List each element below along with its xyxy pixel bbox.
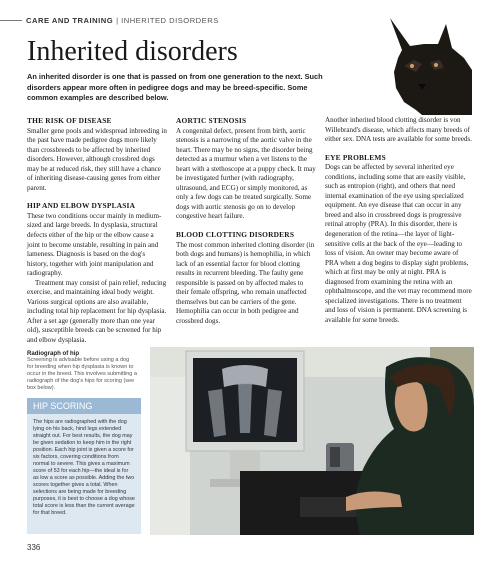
heading-hip-elbow-dysplasia: HIP AND ELBOW DYSPLASIA	[27, 201, 136, 211]
column-1	[27, 116, 167, 344]
photo-caption	[27, 350, 137, 392]
xray-spine	[238, 383, 252, 433]
paragraph-aortic-stenosis: A congenital defect, present from birth, aortic stenosis is a narrowing of the aortic valve in the heart. There may be no signs, the disorder being detected as a murmur when a vet listens to the heart with a stethoscope at a puppy check. It may be investigated further (with radiography, ultrasound, and ECG) or simply monitored, as only a few dogs can be treated surgically. Some dogs with aortic stenosis go on to develop congestive heart failure.	[176, 126, 316, 221]
dog-eye-left	[410, 64, 414, 68]
header-separator: |	[116, 15, 119, 25]
page-title: Inherited disorders	[27, 36, 238, 67]
heading-eye-problems: EYE PROBLEMS	[325, 152, 386, 162]
hip-scoring-text: The hips are radiographed with the dog lying on his back, hind legs extended straight out. For best results, the dog may be given sedation to keep him in the right position. Each hip joint is given a score for six factors, covering conditions from normal to severe. This gives a maximum score of 53 for each hip—the ideal is for as low a score as possible. Adding the two scores together gives a total. When selections are being made for breeding purposes, it is best to choose a dog whose total score is less than the current average for that breed.	[33, 419, 135, 516]
hip-scoring-box	[27, 398, 141, 534]
telephone	[326, 443, 354, 475]
dog-eye-right	[434, 63, 438, 67]
hip-scoring-title: HIP SCORING	[27, 398, 141, 414]
page-number: 336	[27, 543, 41, 552]
running-header	[0, 14, 220, 26]
header-subsection: INHERITED DISORDERS	[121, 15, 219, 25]
dog-photo	[360, 10, 472, 115]
caption-text: Screening is advisable before using a dog for breeding when hip dysplasia is known to occur in the breed. This involves submitting a radiograph of the dog's hips for scoring (see box below).	[27, 357, 137, 392]
heading-blood-clotting: BLOOD CLOTTING DISORDERS	[176, 230, 295, 240]
column-2	[176, 116, 316, 344]
paragraph-eye-problems: Dogs can be affected by several inherited eye conditions, including some that are easily visible, such as entropion (right), and others that need internal examination of the eye using specialized equipment. An eye disease that can occur in any breed and also in crossbreed dogs is progressive retinal atrophy (PRA). In this disorder, there is degeneration of the retina—the layer of light-sensitive cells at the back of the eye—leading to loss of vision. An owner may become aware of PRA when a dog begins to display sight problems, which at first may be only at night. PRA is diagnosed from examining the retina with an ophthalmoscope, and the vet may recommend more specialized investigations. There is no treatment and loss of vision is permanent. DNA screening is available for some breeds.	[325, 163, 472, 324]
heading-aortic-stenosis: AORTIC STENOSIS	[176, 116, 247, 125]
header-section: CARE AND TRAINING	[26, 15, 114, 25]
paragraph-blood-clotting: The most common inherited clotting disorder (in both dogs and humans) is hemophilia, in which lack of an essential factor for blood clotting results in recurrent bleeding. The faulty gene responsible is passed on by affected males to their female offspring, who remain unaffected themselves but can be carriers of the gene. Hemophilia can occur in both pedigree and crossbred dogs.	[176, 240, 315, 325]
paragraph-von-willebrand: Another inherited blood clotting disorder is von Willebrand's disease, which affects many breeds of either sex. DNA tests are available for some breeds.	[325, 116, 472, 144]
vet-radiograph-photo	[150, 347, 474, 535]
column-3	[325, 116, 473, 344]
paragraph-dysplasia-treatment: Treatment may consist of pain relief, reducing exercise, and maintaining ideal body weight. Various surgical options are also available, including total hip replacement for hip dysplasia. After a set age (generally more than one year old), susceptible breeds can be screened for hip and elbow dysplasia.	[27, 278, 167, 345]
caption-title: Radiograph of hip	[27, 350, 80, 357]
paragraph-risk-of-disease: Smaller gene pools and widespread inbreeding in the past have made pedigree dogs more likely than crossbreeds to be affected by inherited disorders. However, although crossbred dogs may be at reduced risk, they still have a chance of inheriting disease-causing genes from either parent.	[27, 126, 167, 192]
body-columns	[27, 116, 473, 344]
paragraph-dysplasia: These two conditions occur mainly in medium-sized and large breeds. In dysplasia, structural defects either of the hip or the elbow cause a joint to become unstable, resulting in pain and lameness. Diagnosis is based on the dog's history, together with joint manipulation and radiography.	[27, 211, 162, 278]
intro-paragraph: An inherited disorder is one that is passed on from one generation to the next. Such disorders appear more often in pedigree dogs and may be breed-specific. Some common examples are described below.	[27, 72, 323, 103]
header-rule	[0, 20, 22, 21]
heading-risk-of-disease: THE RISK OF DISEASE	[27, 116, 112, 125]
